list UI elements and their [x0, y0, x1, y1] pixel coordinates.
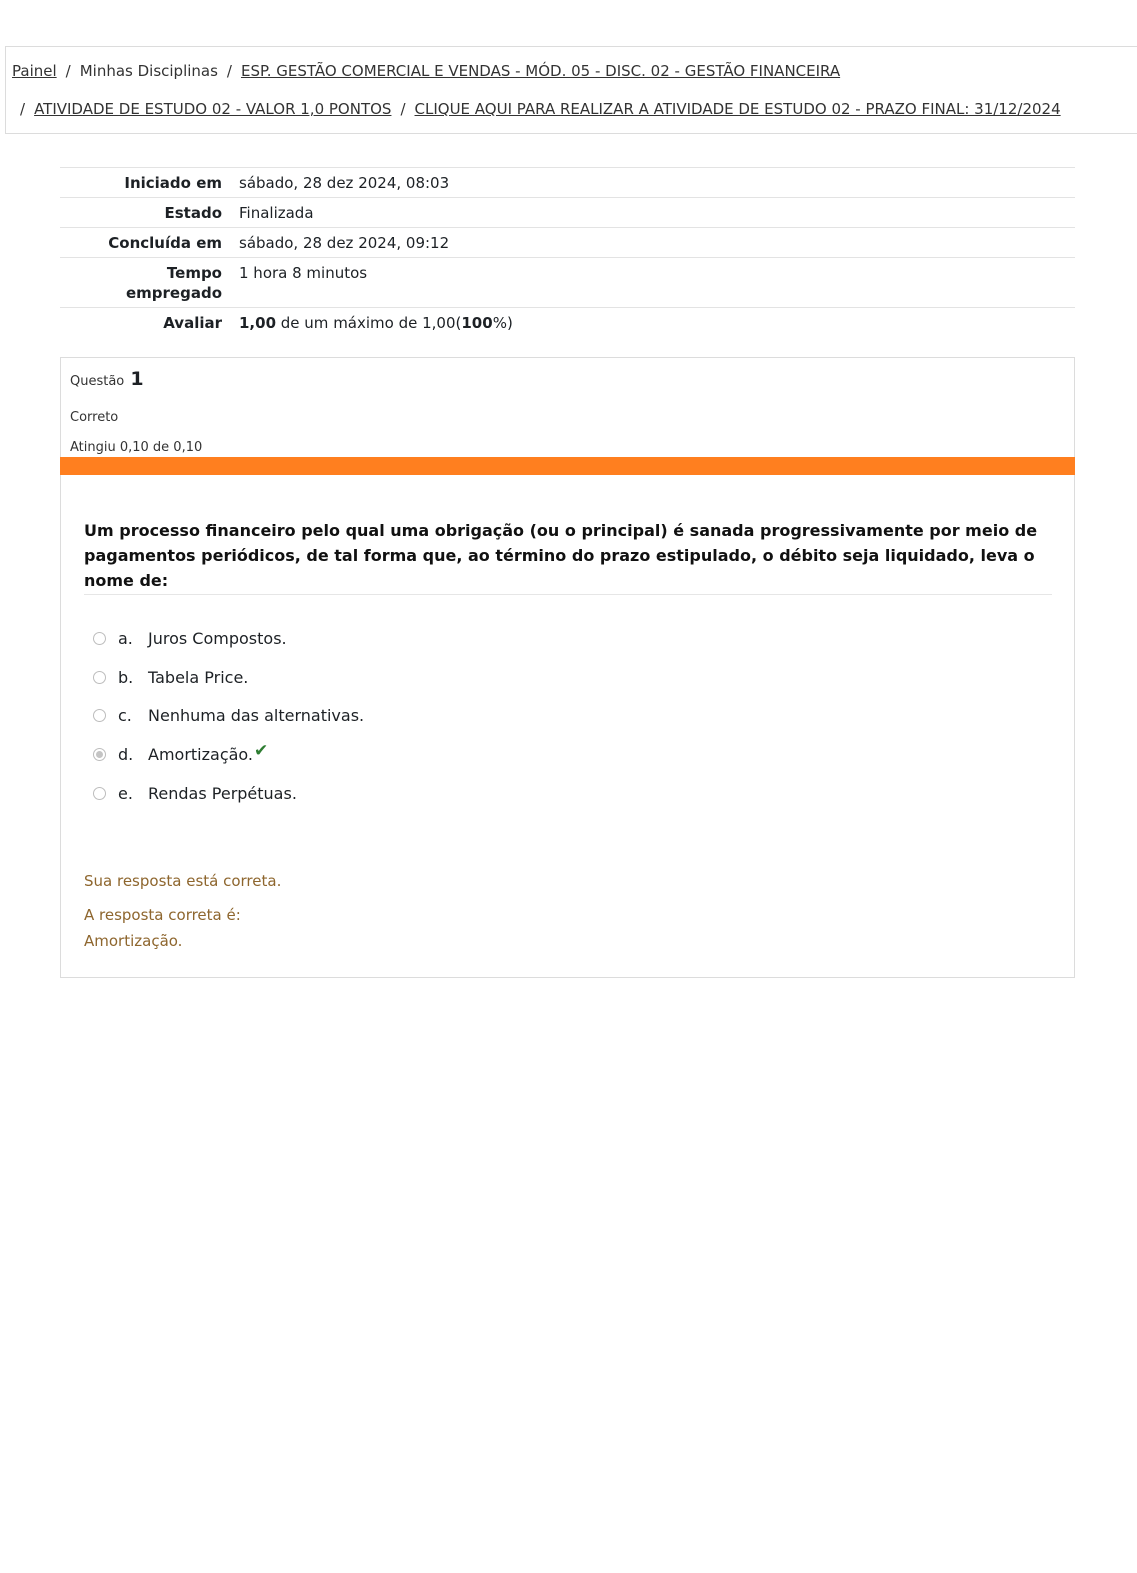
completed-value: sábado, 28 dez 2024, 09:12 — [239, 228, 1075, 258]
option-e[interactable] — [93, 781, 297, 805]
time-value: 1 hora 8 minutos — [239, 258, 1075, 308]
started-label: Iniciado em — [60, 168, 239, 198]
grade-percent: 100 — [461, 314, 493, 332]
breadcrumb — [5, 46, 1137, 134]
grade-value — [239, 308, 1075, 338]
question-info — [70, 368, 203, 455]
grade-end: %) — [492, 314, 513, 332]
option-text: Juros Compostos. — [148, 628, 287, 648]
time-label-line1: Tempo — [166, 264, 222, 282]
radio-button[interactable] — [93, 709, 106, 722]
summary-row-time — [60, 258, 1075, 308]
radio-button[interactable] — [93, 632, 106, 645]
state-value: Finalizada — [239, 198, 1075, 228]
question-divider — [84, 594, 1052, 595]
breadcrumb-link-course[interactable]: ESP. GESTÃO COMERCIAL E VENDAS - MÓD. 05 - DISC. 02 - GESTÃO FINANCEIRA — [240, 62, 841, 80]
option-letter: e. — [118, 783, 133, 803]
option-letter: b. — [118, 667, 134, 687]
breadcrumb-item-minhas-disciplinas: Minhas Disciplinas — [79, 62, 218, 80]
option-text: Rendas Perpétuas. — [148, 783, 297, 803]
state-label: Estado — [60, 198, 239, 228]
summary-row-state — [60, 198, 1075, 228]
started-value: sábado, 28 dez 2024, 08:03 — [239, 168, 1075, 198]
breadcrumb-separator: / — [20, 100, 26, 118]
radio-button[interactable] — [93, 787, 106, 800]
time-label — [60, 258, 239, 308]
attempt-summary-table — [60, 167, 1075, 337]
grade-label: Avaliar — [60, 308, 239, 338]
radio-button-checked[interactable] — [93, 748, 106, 761]
summary-row-started — [60, 168, 1075, 198]
breadcrumb-link-activity[interactable]: ATIVIDADE DE ESTUDO 02 - VALOR 1,0 PONTOS — [34, 100, 392, 118]
option-text: Amortização. — [148, 744, 254, 764]
completed-label: Concluída em — [60, 228, 239, 258]
breadcrumb-separator: / — [65, 62, 71, 80]
grade-mid: de um máximo de 1,00( — [276, 314, 462, 332]
feedback-answer: Amortização. — [84, 932, 183, 950]
question-state: Correto — [70, 410, 119, 425]
summary-row-grade — [60, 308, 1075, 338]
breadcrumb-link-quiz[interactable]: CLIQUE AQUI PARA REALIZAR A ATIVIDADE DE ESTUDO 02 - PRAZO FINAL: 31/12/2024 — [414, 100, 1061, 118]
question-card — [60, 357, 1075, 978]
radio-button[interactable] — [93, 671, 106, 684]
option-a[interactable] — [93, 626, 287, 650]
question-text: Um processo financeiro pelo qual uma obrigação (ou o principal) é sanada progressivamente por meio de pagamentos periódicos, de tal forma que, ao término do prazo estipulado, o débito seja liquidado, leva o nome de: — [84, 521, 1038, 590]
time-label-line2: empregado — [125, 284, 222, 302]
option-letter: d. — [118, 744, 134, 764]
feedback-answer-label: A resposta correta é: — [84, 906, 241, 924]
option-d[interactable] — [93, 742, 268, 766]
question-accent-bar — [60, 457, 1075, 475]
summary-row-completed — [60, 228, 1075, 258]
question-grade: Atingiu 0,10 de 0,10 — [70, 440, 203, 455]
option-b[interactable] — [93, 665, 248, 689]
question-number: 1 — [130, 368, 144, 390]
breadcrumb-separator: / — [226, 62, 232, 80]
option-letter: a. — [118, 628, 133, 648]
question-label: Questão — [70, 374, 125, 389]
check-icon: ✔ — [254, 741, 269, 761]
grade-score: 1,00 — [239, 314, 277, 332]
option-c[interactable] — [93, 703, 364, 727]
breadcrumb-link-painel[interactable]: Painel — [12, 62, 57, 80]
option-text: Tabela Price. — [148, 667, 249, 687]
option-letter: c. — [118, 705, 132, 725]
option-text: Nenhuma das alternativas. — [148, 705, 365, 725]
breadcrumb-separator: / — [400, 100, 406, 118]
feedback-correct: Sua resposta está correta. — [84, 872, 282, 890]
